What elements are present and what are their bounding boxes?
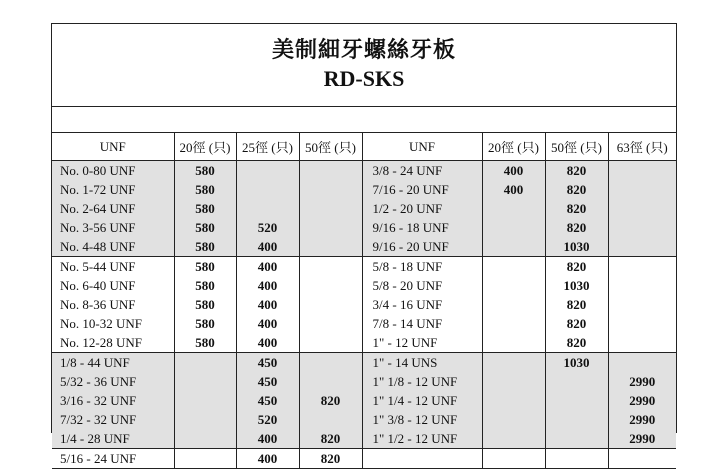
price-cell bbox=[608, 161, 676, 181]
price-cell bbox=[608, 199, 676, 218]
price-cell bbox=[482, 372, 545, 391]
price-cell bbox=[545, 372, 608, 391]
price-cell: 400 bbox=[482, 180, 545, 199]
price-cell: 820 bbox=[545, 161, 608, 181]
thread-size-cell: 1" 1/8 - 12 UNF bbox=[362, 372, 482, 391]
table-row bbox=[52, 295, 676, 314]
thread-size-cell: No. 6-40 UNF bbox=[52, 276, 174, 295]
price-cell bbox=[174, 391, 236, 410]
price-cell bbox=[545, 449, 608, 469]
thread-size-cell: 5/8 - 20 UNF bbox=[362, 276, 482, 295]
col-header-20-right: 20徑 (只) bbox=[482, 133, 545, 161]
thread-size-cell: No. 0-80 UNF bbox=[52, 161, 174, 181]
table-row bbox=[52, 333, 676, 353]
price-cell: 820 bbox=[545, 333, 608, 353]
price-cell bbox=[482, 333, 545, 353]
price-cell bbox=[482, 199, 545, 218]
thread-size-cell: 1" 1/2 - 12 UNF bbox=[362, 429, 482, 449]
price-cell: 400 bbox=[482, 161, 545, 181]
price-cell: 580 bbox=[174, 276, 236, 295]
price-cell bbox=[299, 372, 362, 391]
price-cell bbox=[608, 257, 676, 277]
thread-size-cell: No. 10-32 UNF bbox=[52, 314, 174, 333]
thread-size-cell: No. 5-44 UNF bbox=[52, 257, 174, 277]
price-cell: 580 bbox=[174, 257, 236, 277]
price-cell bbox=[299, 353, 362, 373]
thread-size-cell: No. 8-36 UNF bbox=[52, 295, 174, 314]
price-cell: 2990 bbox=[608, 372, 676, 391]
price-cell: 580 bbox=[174, 161, 236, 181]
table-row bbox=[52, 180, 676, 199]
header-row bbox=[52, 133, 676, 161]
title-chinese: 美制細牙螺絲牙板 bbox=[271, 37, 456, 63]
price-cell bbox=[299, 161, 362, 181]
thread-size-cell: 1" - 14 UNS bbox=[362, 353, 482, 373]
price-cell bbox=[174, 429, 236, 449]
price-cell bbox=[545, 391, 608, 410]
price-cell: 400 bbox=[236, 237, 299, 257]
col-header-50-left: 50徑 (只) bbox=[299, 133, 362, 161]
price-cell bbox=[608, 314, 676, 333]
price-cell: 450 bbox=[236, 372, 299, 391]
price-cell bbox=[299, 410, 362, 429]
price-cell: 400 bbox=[236, 429, 299, 449]
price-cell: 820 bbox=[299, 429, 362, 449]
table-row bbox=[52, 353, 676, 373]
price-cell bbox=[174, 353, 236, 373]
price-cell bbox=[482, 237, 545, 257]
price-cell bbox=[482, 314, 545, 333]
spacer-band bbox=[52, 107, 676, 133]
price-cell: 1030 bbox=[545, 276, 608, 295]
table-row bbox=[52, 410, 676, 429]
thread-size-cell: 3/8 - 24 UNF bbox=[362, 161, 482, 181]
price-cell bbox=[299, 257, 362, 277]
thread-size-cell: 7/16 - 20 UNF bbox=[362, 180, 482, 199]
price-cell bbox=[608, 333, 676, 353]
thread-size-cell: No. 1-72 UNF bbox=[52, 180, 174, 199]
thread-size-cell: 9/16 - 20 UNF bbox=[362, 237, 482, 257]
price-cell: 400 bbox=[236, 314, 299, 333]
price-cell bbox=[299, 333, 362, 353]
thread-size-cell: No. 12-28 UNF bbox=[52, 333, 174, 353]
price-cell: 580 bbox=[174, 237, 236, 257]
price-cell: 400 bbox=[236, 333, 299, 353]
table-row bbox=[52, 161, 676, 181]
price-cell bbox=[608, 276, 676, 295]
price-cell bbox=[545, 429, 608, 449]
price-cell: 580 bbox=[174, 295, 236, 314]
price-cell bbox=[299, 218, 362, 237]
price-cell bbox=[608, 295, 676, 314]
price-cell: 1030 bbox=[545, 237, 608, 257]
price-cell bbox=[608, 180, 676, 199]
table-row bbox=[52, 449, 676, 469]
price-cell: 820 bbox=[299, 449, 362, 469]
thread-size-cell: 5/16 - 24 UNF bbox=[52, 449, 174, 469]
table-row bbox=[52, 391, 676, 410]
price-cell: 450 bbox=[236, 391, 299, 410]
thread-size-cell: 1" - 12 UNF bbox=[362, 333, 482, 353]
table-row bbox=[52, 429, 676, 449]
thread-size-cell: 1/4 - 28 UNF bbox=[52, 429, 174, 449]
thread-size-cell: 1" 1/4 - 12 UNF bbox=[362, 391, 482, 410]
thread-size-cell: 7/32 - 32 UNF bbox=[52, 410, 174, 429]
thread-size-cell: No. 3-56 UNF bbox=[52, 218, 174, 237]
price-sheet bbox=[51, 23, 677, 466]
price-cell bbox=[482, 295, 545, 314]
price-cell bbox=[482, 449, 545, 469]
thread-size-cell: 1" 3/8 - 12 UNF bbox=[362, 410, 482, 429]
table-row bbox=[52, 218, 676, 237]
thread-size-cell bbox=[362, 449, 482, 469]
thread-size-cell: 1/2 - 20 UNF bbox=[362, 199, 482, 218]
price-cell: 580 bbox=[174, 199, 236, 218]
thread-size-cell: 9/16 - 18 UNF bbox=[362, 218, 482, 237]
col-header-20-left: 20徑 (只) bbox=[174, 133, 236, 161]
price-cell: 400 bbox=[236, 449, 299, 469]
col-header-unf-right: UNF bbox=[362, 133, 482, 161]
price-cell bbox=[236, 161, 299, 181]
col-header-25: 25徑 (只) bbox=[236, 133, 299, 161]
price-cell: 520 bbox=[236, 410, 299, 429]
price-cell bbox=[174, 372, 236, 391]
table-row bbox=[52, 257, 676, 277]
thread-size-cell: 7/8 - 14 UNF bbox=[362, 314, 482, 333]
price-cell bbox=[608, 237, 676, 257]
price-cell bbox=[299, 314, 362, 333]
price-cell: 450 bbox=[236, 353, 299, 373]
price-cell: 580 bbox=[174, 314, 236, 333]
price-cell: 580 bbox=[174, 180, 236, 199]
price-cell bbox=[482, 391, 545, 410]
price-cell bbox=[608, 353, 676, 373]
table-row bbox=[52, 237, 676, 257]
thread-size-cell: No. 4-48 UNF bbox=[52, 237, 174, 257]
col-header-63: 63徑 (只) bbox=[608, 133, 676, 161]
price-cell: 2990 bbox=[608, 410, 676, 429]
price-cell bbox=[174, 410, 236, 429]
price-cell: 820 bbox=[545, 314, 608, 333]
price-cell bbox=[482, 353, 545, 373]
price-cell: 580 bbox=[174, 218, 236, 237]
price-cell: 820 bbox=[545, 295, 608, 314]
price-cell bbox=[482, 218, 545, 237]
price-cell bbox=[608, 449, 676, 469]
thread-size-cell: 3/4 - 16 UNF bbox=[362, 295, 482, 314]
price-cell: 820 bbox=[545, 218, 608, 237]
price-cell: 820 bbox=[545, 199, 608, 218]
thread-size-cell: 3/16 - 32 UNF bbox=[52, 391, 174, 410]
price-cell bbox=[299, 180, 362, 199]
col-header-unf-left: UNF bbox=[52, 133, 174, 161]
price-cell bbox=[482, 429, 545, 449]
price-cell: 400 bbox=[236, 276, 299, 295]
price-cell: 820 bbox=[545, 257, 608, 277]
price-cell bbox=[236, 180, 299, 199]
price-cell bbox=[299, 295, 362, 314]
price-cell: 2990 bbox=[608, 429, 676, 449]
price-cell bbox=[608, 218, 676, 237]
price-cell bbox=[299, 199, 362, 218]
price-cell: 400 bbox=[236, 257, 299, 277]
price-cell bbox=[299, 276, 362, 295]
thread-size-cell: 5/8 - 18 UNF bbox=[362, 257, 482, 277]
price-cell bbox=[482, 276, 545, 295]
price-cell bbox=[545, 410, 608, 429]
table-row bbox=[52, 199, 676, 218]
thread-die-table bbox=[52, 133, 676, 469]
thread-size-cell: No. 2-64 UNF bbox=[52, 199, 174, 218]
price-cell bbox=[299, 237, 362, 257]
price-cell: 520 bbox=[236, 218, 299, 237]
table-row bbox=[52, 314, 676, 333]
thread-size-cell: 5/32 - 36 UNF bbox=[52, 372, 174, 391]
price-cell: 580 bbox=[174, 333, 236, 353]
price-cell bbox=[482, 257, 545, 277]
price-cell: 820 bbox=[299, 391, 362, 410]
price-cell bbox=[482, 410, 545, 429]
table-row bbox=[52, 276, 676, 295]
price-cell bbox=[174, 449, 236, 469]
price-cell: 400 bbox=[236, 295, 299, 314]
price-cell: 820 bbox=[545, 180, 608, 199]
col-header-50-right: 50徑 (只) bbox=[545, 133, 608, 161]
price-cell bbox=[236, 199, 299, 218]
table-body bbox=[52, 161, 676, 469]
title-model: RD-SKS bbox=[323, 66, 405, 91]
price-cell: 2990 bbox=[608, 391, 676, 410]
title-block bbox=[52, 24, 676, 107]
table-row bbox=[52, 372, 676, 391]
price-cell: 1030 bbox=[545, 353, 608, 373]
thread-size-cell: 1/8 - 44 UNF bbox=[52, 353, 174, 373]
